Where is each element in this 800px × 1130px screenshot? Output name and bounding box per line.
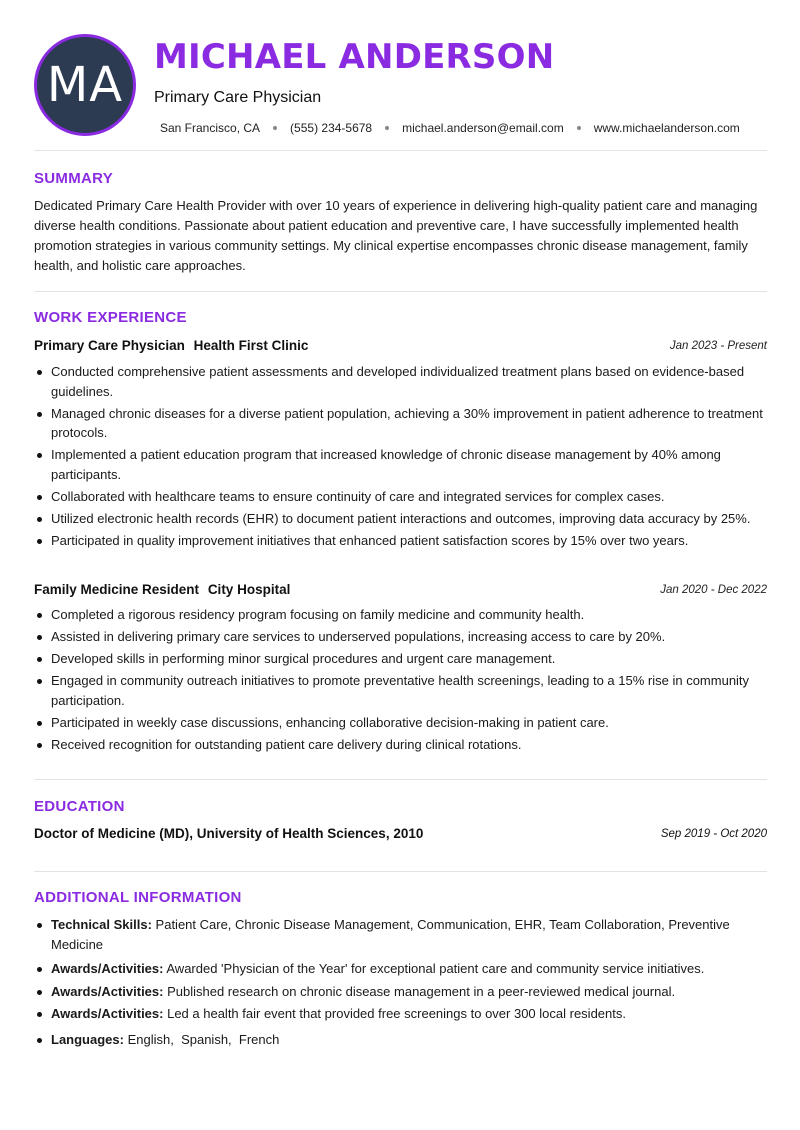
list-item: Engaged in community outreach initiatives to promote preventative health screenings, leading to a 15% rise in community participation. [34, 671, 767, 710]
contact-location: San Francisco, CA [160, 121, 261, 135]
item-label: Awards/Activities: [51, 983, 164, 999]
list-item: Assisted in delivering primary care services to underserved populations, increasing access to care by 20%. [34, 627, 767, 647]
separator-dot [385, 126, 389, 130]
list-item: Utilized electronic health records (EHR) to document patient interactions and outcomes, improving data accuracy by 25%. [34, 509, 767, 529]
list-item [34, 915, 767, 954]
avatar-initials: MA [46, 57, 124, 113]
job-dates: Jan 2020 - Dec 2022 [660, 584, 767, 596]
list-item: Managed chronic diseases for a diverse patient population, achieving a 30% improvement in patient adherence to treatment protocols. [34, 404, 767, 443]
item-label: Awards/Activities: [51, 1006, 164, 1021]
list-item: Participated in quality improvement initiatives that enhanced patient satisfaction scores by 15% over two years. [34, 531, 767, 551]
candidate-name: MICHAEL ANDERSON [154, 37, 555, 77]
job-company: City Hospital [207, 582, 291, 597]
separator-dot [273, 126, 277, 130]
item-text: Patient Care, Chronic Disease Management, Communication, EHR, Team Collaboration, Preventive Medicine [51, 917, 730, 952]
item-label: Languages: [51, 1031, 124, 1047]
summary-text: Dedicated Primary Care Health Provider with over 10 years of experience in delivering high-quality patient care and managing diverse health conditions. Passionate about patient education and preventive care, I have successfully implemented health promotion strategies in various community settings. My clinical expertise encompasses chronic disease management, family health, and holistic care approaches. [34, 198, 758, 273]
additional-list [34, 915, 767, 1052]
separator-dot [577, 126, 581, 130]
list-item [34, 959, 767, 979]
list-item: Received recognition for outstanding patient care delivery during clinical rotations. [34, 735, 767, 755]
item-label: Technical Skills: [51, 917, 152, 932]
job-bullet-list [34, 605, 767, 757]
job-title-line [34, 582, 290, 597]
job-title-line [34, 338, 308, 353]
item-text: Awarded 'Physician of the Year' for exceptional patient care and community service initiatives. [166, 961, 705, 976]
education-row [34, 826, 767, 844]
job-dates: Jan 2023 - Present [669, 340, 767, 352]
item-text: Published research on chronic disease management in a peer-reviewed medical journal. [167, 983, 676, 999]
contact-phone: (555) 234-5678 [290, 121, 373, 135]
job-role: Family Medicine Resident [34, 582, 200, 597]
candidate-title: Primary Care Physician [154, 89, 322, 106]
section-divider [34, 871, 767, 872]
list-item [34, 1004, 767, 1024]
summary-heading: SUMMARY [34, 170, 114, 187]
job-company: Health First Clinic [193, 338, 309, 353]
education-heading: EDUCATION [34, 798, 125, 815]
item-text: Led a health fair event that provided free screenings to over 300 local residents. [167, 1006, 626, 1021]
list-item: Conducted comprehensive patient assessments and developed individualized treatment plans based on evidence-based guidelines. [34, 362, 767, 401]
resume-header [0, 0, 800, 150]
job-role: Primary Care Physician [34, 338, 185, 353]
list-item: Participated in weekly case discussions, enhancing collaborative decision-making in patient care. [34, 713, 767, 733]
item-label: Awards/Activities: [51, 961, 164, 976]
item-text: English, Spanish, French [127, 1031, 280, 1047]
job-header [34, 582, 767, 600]
list-item: Implemented a patient education program that increased knowledge of chronic disease management by 40% among participants. [34, 445, 767, 484]
section-divider [34, 779, 767, 780]
list-item [34, 982, 767, 1002]
list-item: Developed skills in performing minor surgical procedures and urgent care management. [34, 649, 767, 669]
avatar [34, 34, 136, 136]
contact-website: www.michaelanderson.com [593, 121, 740, 135]
section-divider [34, 150, 767, 151]
job-bullet-list [34, 362, 767, 553]
section-divider [34, 291, 767, 292]
list-item: Collaborated with healthcare teams to ensure continuity of care and integrated services for complex cases. [34, 487, 767, 507]
additional-heading: ADDITIONAL INFORMATION [34, 889, 242, 906]
experience-heading: WORK EXPERIENCE [34, 309, 187, 326]
list-item [34, 1030, 767, 1050]
education-degree: Doctor of Medicine (MD), University of Health Sciences, 2010 [34, 826, 424, 841]
job-header [34, 338, 767, 356]
contact-bar [160, 121, 740, 135]
list-item: Completed a rigorous residency program focusing on family medicine and community health. [34, 605, 767, 625]
contact-email: michael.anderson@email.com [402, 121, 564, 135]
education-dates: Sep 2019 - Oct 2020 [660, 828, 767, 840]
